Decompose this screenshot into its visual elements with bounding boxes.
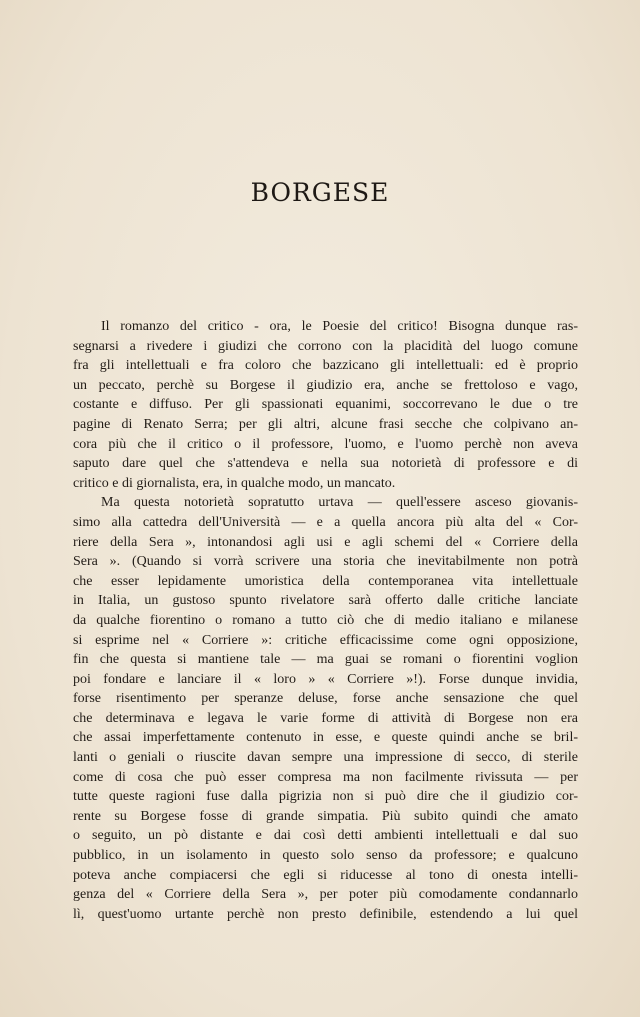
text-line: rente su Borgese fosse di grande simpatia. Più subito quindi che amato: [73, 808, 578, 824]
text-line: simo alla cattedra dell'Università — e a quella ancora più alta del « Cor-: [73, 514, 578, 530]
text-line: pagine di Renato Serra; per gli altri, alcune frasi secche che colpivano an-: [73, 416, 578, 432]
text-line: forse risentimento per speranze deluse, forse anche sensazione che quel: [73, 691, 578, 707]
text-line: che determinava e legava le varie forme di attività di Borgese non era: [73, 710, 578, 726]
text-line: segnarsi a rivedere i giudizi che corrono con la placidità del luogo comune: [73, 338, 578, 354]
text-line: tutte queste ragioni fuse dalla pigrizia non si può dire che il giudizio cor-: [73, 789, 578, 805]
text-line: si esprime nel « Corriere »: critiche efficacissime come ogni opposizione,: [73, 632, 578, 648]
text-line: Sera ». (Quando si vorrà scrivere una storia che inevitabilmente non potrà: [73, 554, 578, 570]
text-line: che assai imperfettamente contenuto in esse, e queste quindi anche se bril-: [73, 730, 578, 746]
text-line: poteva anche compiacersi che egli si riducesse al tono di onesta intelli-: [73, 867, 578, 883]
text-line: saputo dare quel che s'attendeva e nella sua notorietà di professore e di: [73, 456, 578, 472]
text-line: fra gli intellettuali e fra coloro che bazzicano gli intellettuali: ed è proprio: [73, 358, 578, 374]
text-line: che esser lepidamente umoristica della contemporanea vita intellettuale: [73, 573, 578, 589]
text-line: cora più che il critico o il professore, l'uomo, e l'uomo perchè non aveva: [73, 436, 578, 452]
chapter-title: BORGESE: [250, 178, 390, 207]
text-line: Ma questa notorietà sopratutto urtava — quell'essere asceso giovanis-: [101, 495, 578, 511]
text-line: riere della Sera », intonandosi agli usi e agli schemi del « Corriere della: [73, 534, 578, 550]
text-line: lanti o geniali o riuscite davan sempre una impressione di secco, di sterile: [73, 750, 578, 766]
text-line: un peccato, perchè su Borgese il giudizio era, anche se frettoloso e vago,: [73, 377, 578, 393]
text-line: critico e di giornalista, era, in qualche modo, un mancato.: [73, 475, 396, 491]
text-line: costante e diffuso. Per gli spassionati equanimi, soccorrevano le due o tre: [73, 397, 578, 413]
text-line: lì, quest'uomo urtante perchè non presto definibile, estendendo a lui quel: [73, 906, 578, 922]
text-line: in Italia, un gustoso spunto rivelatore sarà offerto dalle critiche lanciate: [73, 593, 578, 609]
text-line: poi fondare e lanciare il « loro » « Corriere »!). Forse dunque invidia,: [73, 671, 578, 687]
text-line: fin che questa si mantiene tale — ma guai se romani o fiorentini voglion: [73, 652, 578, 668]
text-line: genza del « Corriere della Sera », per poter più comodamente condannarlo: [73, 887, 578, 903]
body-text: [73, 317, 578, 924]
text-line: da qualche fiorentino o romano a tutto ciò che di medio italiano e milanese: [73, 612, 578, 628]
text-line: come di cosa che può esser compresa ma non facilmente rivissuta — per: [73, 769, 578, 785]
text-line: Il romanzo del critico - ora, le Poesie del critico! Bisogna dunque ras-: [101, 319, 578, 334]
text-line: o seguito, un pò distante e dai così detti ambienti intellettuali e dal suo: [73, 828, 578, 844]
text-line: pubblico, in un isolamento in questo solo senso da professore; e qualcuno: [73, 848, 578, 864]
